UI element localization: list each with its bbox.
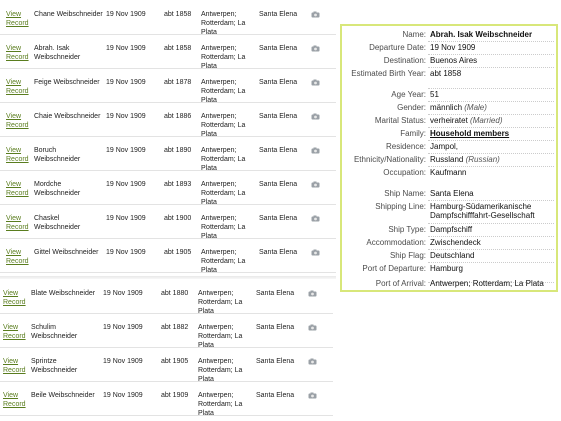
marital-label: Marital Status:: [374, 116, 426, 125]
detail-row-destination: [342, 56, 556, 67]
camera-icon[interactable]: [311, 181, 320, 188]
result-row: [0, 136, 336, 171]
passenger-name: Schulim Weibschneider: [31, 324, 78, 340]
ship-name-label: Ship Name:: [384, 189, 426, 198]
detail-row-ship-name: [342, 189, 556, 200]
ship-name: Santa Elena: [259, 113, 298, 120]
ports: Antwerpen; Rotterdam; La Plata: [198, 290, 243, 315]
ethnicity-value: Russland (Russian): [430, 155, 500, 164]
result-row: [0, 381, 333, 416]
age-value: 51: [430, 90, 439, 99]
ship-flag-label: Ship Flag:: [389, 251, 426, 260]
result-row: [0, 68, 336, 103]
result-row: [0, 170, 336, 205]
view-record-link[interactable]: View Record: [6, 79, 29, 95]
camera-icon[interactable]: [311, 147, 320, 154]
departure-date: 19 Nov 1909: [106, 45, 146, 52]
departure-date: 19 Nov 1909: [106, 11, 146, 18]
view-record-link[interactable]: View Record: [6, 181, 29, 197]
ship-name: Santa Elena: [259, 147, 298, 154]
passenger-name: Abrah. Isak Weibschneider: [34, 45, 81, 61]
result-row: [0, 279, 333, 314]
ship-name: Santa Elena: [256, 324, 295, 331]
view-record-link[interactable]: View Record: [6, 113, 29, 129]
ports: Antwerpen; Rotterdam; La Plata: [198, 358, 243, 383]
name-label: Name:: [402, 30, 426, 39]
shipping-line-label: Shipping Line:: [375, 202, 426, 211]
household-members-link[interactable]: Household members: [430, 129, 510, 138]
camera-icon[interactable]: [311, 45, 320, 52]
ship-name: Santa Elena: [256, 358, 295, 365]
camera-icon[interactable]: [311, 215, 320, 222]
ports: Antwerpen; Rotterdam; La Plata: [201, 11, 246, 36]
camera-icon[interactable]: [308, 358, 317, 365]
port-departure-value: Hamburg: [430, 264, 463, 273]
departure-date: 19 Nov 1909: [103, 290, 143, 297]
detail-row-shipping-line: [342, 202, 556, 222]
ports: Antwerpen; Rotterdam; La Plata: [201, 113, 246, 138]
port-arrival-value: Antwerpen; Rotterdam; La Plata: [430, 279, 544, 288]
passenger-name: Chane Weibschneider: [34, 11, 103, 18]
camera-icon[interactable]: [311, 79, 320, 86]
result-row: [0, 34, 336, 69]
view-record-link[interactable]: View Record: [3, 392, 26, 408]
detail-row-occupation: [342, 168, 556, 179]
passenger-name: Mordche Weibschneider: [34, 181, 81, 197]
detail-row-birth-year: [342, 69, 556, 87]
page-tear-divider: [0, 276, 336, 279]
departure-date: 19 Nov 1909: [103, 358, 143, 365]
departure-date: 19 Nov 1909: [103, 324, 143, 331]
view-record-link[interactable]: View Record: [3, 324, 26, 340]
detail-row-ship-type: [342, 225, 556, 236]
passenger-name: Sprintze Weibschneider: [31, 358, 78, 374]
birth-year: abt 1858: [164, 45, 192, 52]
ship-name: Santa Elena: [259, 215, 298, 222]
ship-name: Santa Elena: [259, 181, 298, 188]
birth-year-label: Estimated Birth Year:: [351, 69, 426, 78]
passenger-name: Blate Weibschneider: [31, 290, 96, 297]
detail-row-marital: [342, 116, 556, 127]
occupation-label: Occupation:: [383, 168, 426, 177]
ethnicity-label: Ethnicity/Nationality:: [353, 155, 426, 164]
birth-year: abt 1909: [161, 392, 189, 399]
ship-name: Santa Elena: [256, 290, 295, 297]
age-label: Age Year:: [391, 90, 426, 99]
family-label: Family:: [400, 129, 426, 138]
view-record-link[interactable]: View Record: [3, 358, 26, 374]
ship-name: Santa Elena: [259, 79, 298, 86]
birth-year: abt 1890: [164, 147, 192, 154]
camera-icon[interactable]: [308, 392, 317, 399]
departure-date: 19 Nov 1909: [106, 147, 146, 154]
ports: Antwerpen; Rotterdam; La Plata: [198, 392, 243, 417]
detail-row-name: [342, 30, 556, 41]
camera-icon[interactable]: [311, 113, 320, 120]
ship-name: Santa Elena: [256, 392, 295, 399]
result-row: [0, 238, 336, 273]
ship-name: Santa Elena: [259, 249, 298, 256]
departure-date-value: 19 Nov 1909: [430, 43, 476, 52]
port-arrival-label: Port of Arrival:: [375, 279, 426, 288]
result-row: [0, 313, 333, 348]
departure-date: 19 Nov 1909: [106, 181, 146, 188]
departure-date: 19 Nov 1909: [103, 392, 143, 399]
detail-row-family: [342, 129, 556, 140]
ship-type-label: Ship Type:: [388, 225, 426, 234]
passenger-name: Gittel Weibschneider: [34, 249, 99, 256]
view-record-link[interactable]: View Record: [6, 147, 29, 163]
detail-row-ship-flag: [342, 251, 556, 262]
accommodation-value: Zwischendeck: [430, 238, 481, 247]
birth-year-value: abt 1858: [430, 69, 462, 78]
camera-icon[interactable]: [311, 11, 320, 18]
accommodation-label: Accommodation:: [366, 238, 426, 247]
gender-value: männlich (Male): [430, 103, 487, 112]
result-row: [0, 0, 336, 35]
departure-date-label: Departure Date:: [369, 43, 426, 52]
view-record-link[interactable]: View Record: [6, 45, 29, 61]
detail-row-residence: [342, 142, 556, 153]
detail-row-age: [342, 90, 556, 101]
birth-year: abt 1858: [164, 11, 192, 18]
departure-date: 19 Nov 1909: [106, 113, 146, 120]
detail-row-accommodation: [342, 238, 556, 249]
camera-icon[interactable]: [308, 290, 317, 297]
birth-year: abt 1886: [164, 113, 192, 120]
residence-label: Residence:: [385, 142, 426, 151]
birth-year: abt 1900: [164, 215, 192, 222]
ports: Antwerpen; Rotterdam; La Plata: [201, 45, 246, 70]
residence-value: Jampol,: [430, 142, 459, 151]
passenger-name: Boruch Weibschneider: [34, 147, 81, 163]
ship-flag-value: Deutschland: [430, 251, 475, 260]
passenger-name: Chaie Weibschneider: [34, 113, 101, 120]
camera-icon[interactable]: [308, 324, 317, 331]
birth-year: abt 1878: [164, 79, 192, 86]
camera-icon[interactable]: [311, 249, 320, 256]
port-departure-label: Port of Departure:: [362, 264, 426, 273]
view-record-link[interactable]: View Record: [6, 11, 29, 27]
ports: Antwerpen; Rotterdam; La Plata: [201, 147, 246, 172]
result-row: [0, 204, 336, 239]
passenger-name: Beile Weibschneider: [31, 392, 95, 399]
result-row: [0, 102, 336, 137]
ports: Antwerpen; Rotterdam; La Plata: [201, 249, 246, 274]
view-record-link[interactable]: View Record: [3, 290, 26, 306]
destination-label: Destination:: [383, 56, 426, 65]
departure-date: 19 Nov 1909: [106, 79, 146, 86]
departure-date: 19 Nov 1909: [106, 215, 146, 222]
ports: Antwerpen; Rotterdam; La Plata: [201, 181, 246, 206]
occupation-value: Kaufmann: [430, 168, 467, 177]
marital-value: verheiratet (Married): [430, 116, 503, 125]
ports: Antwerpen; Rotterdam; La Plata: [201, 215, 246, 240]
detail-row-departure-date: [342, 43, 556, 54]
shipping-line-value: Hamburg-Südamerikanische Dampfschifffahrt-Gesellschaft: [430, 202, 535, 220]
departure-date: 19 Nov 1909: [106, 249, 146, 256]
passenger-name: Feige Weibschneider: [34, 79, 100, 86]
ports: Antwerpen; Rotterdam; La Plata: [198, 324, 243, 349]
result-row: [0, 347, 333, 382]
birth-year: abt 1905: [161, 358, 189, 365]
detail-row-ethnicity: [342, 155, 556, 166]
birth-year: abt 1882: [161, 324, 189, 331]
marital-note: (Married): [470, 116, 503, 125]
view-record-link[interactable]: View Record: [6, 249, 29, 265]
ship-name: Santa Elena: [259, 45, 298, 52]
view-record-link[interactable]: View Record: [6, 215, 29, 231]
ship-name: Santa Elena: [259, 11, 298, 18]
gender-label: Gender:: [397, 103, 426, 112]
gender-note: (Male): [464, 103, 487, 112]
birth-year: abt 1905: [164, 249, 192, 256]
ports: Antwerpen; Rotterdam; La Plata: [201, 79, 246, 104]
record-detail-panel: [340, 24, 558, 292]
detail-row-port-arrival: [342, 279, 556, 290]
destination-value: Buenos Aires: [430, 56, 478, 65]
birth-year: abt 1893: [164, 181, 192, 188]
ethnicity-note: (Russian): [465, 155, 500, 164]
ship-type-value: Dampfschiff: [430, 225, 473, 234]
ship-name-value: Santa Elena: [430, 189, 474, 198]
detail-row-gender: [342, 103, 556, 114]
name-value: Abrah. Isak Weibschneider: [430, 30, 533, 39]
birth-year: abt 1880: [161, 290, 189, 297]
passenger-name: Chaskel Weibschneider: [34, 215, 81, 231]
